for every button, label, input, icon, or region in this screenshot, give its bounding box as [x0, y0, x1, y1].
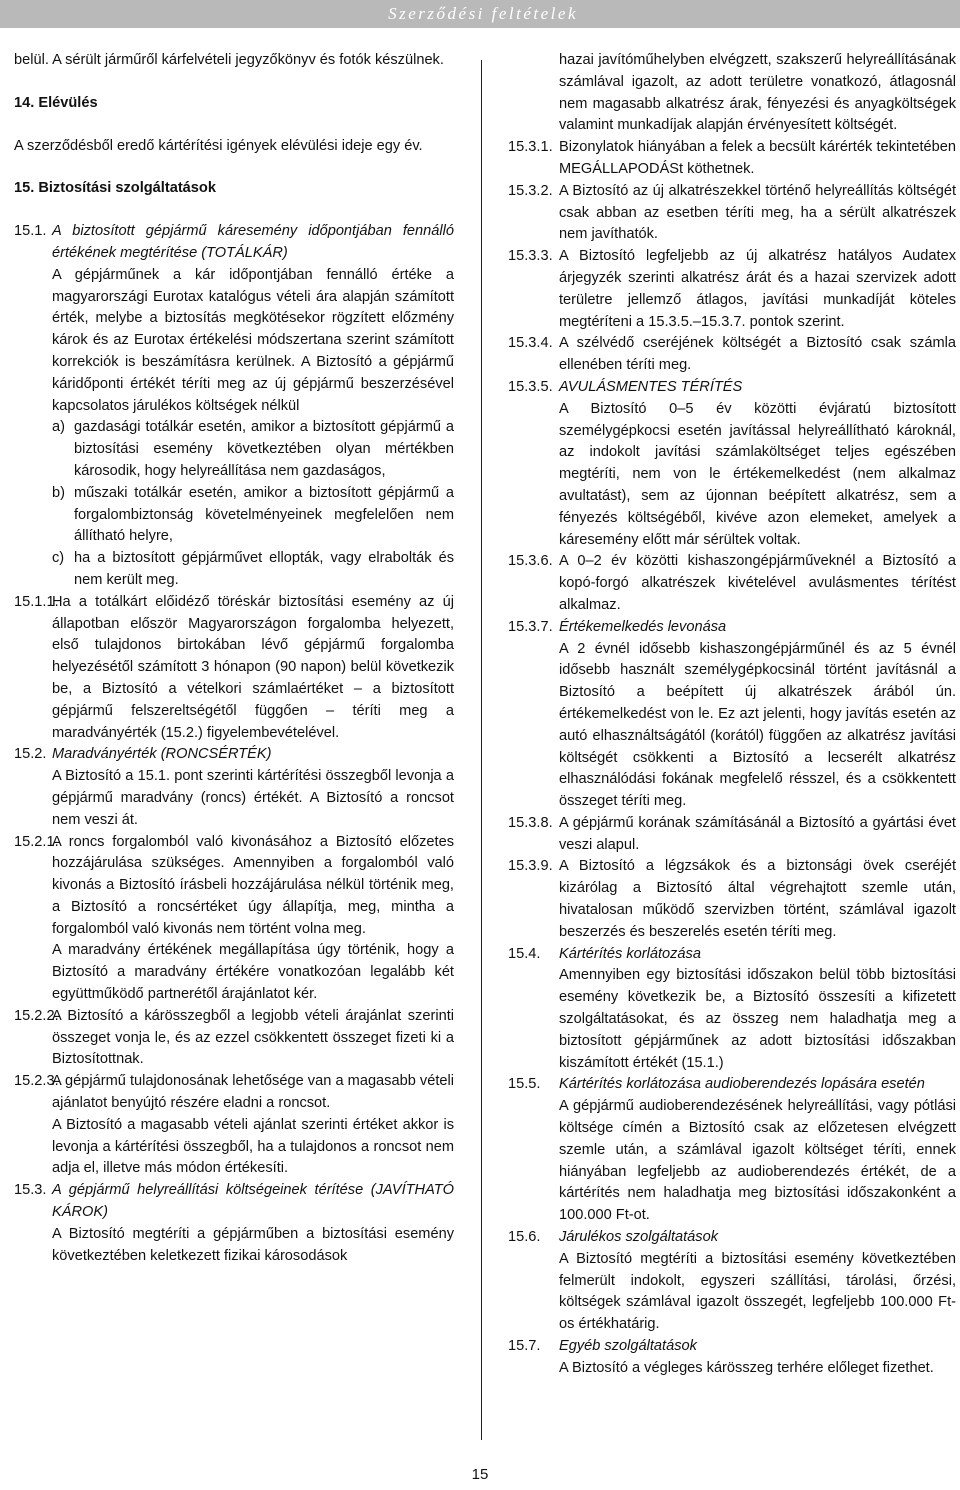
clause-text: A gépjárműnek a kár időpontjában fennálló értéke a magyarországi Eurotax katalógus vételi ára alapján számított érték, melybe a biztosítás megkötésekor rögzített előzmény károk és az Eurotax értékelési módszertana szerint számított korrekciók is beszámításra kerülnek. A Biztosító a gépjármű káridőponti értékét téríti meg az új gépjármű beszerzésével kapcsolatos járulékos költségek nélkül	[52, 266, 454, 414]
clause-15-3-continued	[508, 50, 956, 137]
clause-text: A gépjármű tulajdonosának lehetősége van a magasabb vételi ajánlatot benyújtó részére eladni a roncsot.	[52, 1073, 454, 1112]
section-heading-14: 14. Elévülés	[14, 94, 98, 111]
clause-15-3-6	[508, 551, 956, 616]
clause-text: A Biztosító a kárösszegből a legjobb vételi árajánlat szerinti összeget vonja le, és az ezzel csökkentett összeget fizeti ki a Biztosítottnak.	[52, 1007, 454, 1068]
right-column	[508, 50, 956, 1380]
clause-number: 15.2.2.	[14, 1007, 59, 1024]
clause-number: 15.2.1.	[14, 833, 59, 850]
left-column	[14, 50, 454, 1267]
clause-15-6	[508, 1227, 956, 1336]
section-14-text: A szerződésből eredő kártérítési igények elévülési ideje egy év.	[14, 137, 423, 154]
list-item-a: a) gazdasági totálkár esetén, amikor a biztosított gépjármű a biztosítási esemény következtében olyan mértékben károsodik, hogy helyreállítása nem gazdaságos,	[52, 419, 454, 479]
clause-15-3-3	[508, 246, 956, 333]
clause-15-1-1	[14, 592, 454, 745]
section-heading-15: 15. Biztosítási szolgáltatások	[14, 180, 216, 197]
clause-text: A Biztosító legfeljebb az új alkatrész hatályos Audatex árjegyzék szerinti alkatrész árát és a hazai szervizek adott területre jellemző átlagos, javítási munkadíját köteles megtéríteni a 15.3.5.–15.3.7. pontok szerint.	[559, 248, 956, 330]
clause-title: Kártérítés korlátozása	[559, 945, 701, 962]
clause-text: Amennyiben egy biztosítási időszakon belül több biztosítási esemény következik be, a Biztosító összesíti a kifizetett szolgáltatásokat, és az összeg nem haladhatja meg a biztosított gépjárműnek az adott biztosítási időszakban kiszámított értékét (15.1.)	[559, 967, 956, 1071]
clause-text: hazai javítóműhelyben elvégzett, szakszerű helyreállításának számlával igazolt, az adott területre vonatkozó, átlagosnál nem magasabb alkatrész árak, fényezési és anyagköltségek valamint munkadíjak alapján érvényesített költségét.	[559, 52, 956, 134]
page-number: 15	[471, 1466, 489, 1483]
clause-number: 15.5.	[508, 1076, 541, 1093]
clause-15-7	[508, 1336, 956, 1380]
clause-text: A gépjármű audioberendezésének helyreállítási, vagy pótlási költsége címén a Biztosító csak az előzetesen elvégzett szemle után, a számlával igazolt költséget téríti, ennek hiányában legfeljebb az audioberendezés értékét, de a kártérítés nem haladhatja meg biztosítási időszakonként a 100.000 Ft-ot.	[559, 1098, 956, 1224]
clause-title: Értékemelkedés levonása	[559, 618, 727, 635]
clause-text: A Biztosító az új alkatrészekkel történő helyreállítás költségét csak abban az esetben téríti meg, ha a sérült alkatrészek nem javíthatók.	[559, 182, 956, 243]
clause-number: 15.4.	[508, 945, 541, 962]
clause-text: Bizonylatok hiányában a felek a becsült kárérték tekintetében MEGÁLLAPODÁSt köthetnek.	[559, 139, 956, 177]
clause-number: 15.7.	[508, 1338, 541, 1355]
clause-15-3-2	[508, 181, 956, 246]
clause-15-3-5	[508, 377, 956, 551]
clause-15-2	[14, 744, 454, 831]
clause-number: 15.3.4.	[508, 335, 553, 352]
list-item-c: c) ha a biztosított gépjárművet ellopták, vagy elrabolták és nem került meg.	[52, 550, 454, 588]
column-divider	[481, 60, 482, 1440]
list-item-b: b) műszaki totálkár esetén, amikor a biztosított gépjármű a forgalombiztonság követelményeinek megfelelően nem állítható helyre,	[52, 484, 454, 545]
clause-title: Egyéb szolgáltatások	[559, 1338, 697, 1355]
clause-title: AVULÁSMENTES TÉRÍTÉS	[559, 378, 743, 395]
clause-title: A biztosított gépjármű káresemény időpontjában fennálló értékének megtérítése (TOTÁLKÁR)	[52, 223, 454, 261]
page-header-bar	[0, 0, 960, 28]
clause-15-1	[14, 221, 454, 592]
clause-number: 15.2.	[14, 746, 47, 763]
clause-15-5	[508, 1074, 956, 1227]
clause-number: 15.6.	[508, 1229, 541, 1246]
intro-paragraph: belül. A sérült járműről kárfelvételi jegyzőkönyv és fotók készülnek.	[14, 52, 444, 68]
clause-text-2: A maradvány értékének megállapítása úgy történik, hogy a Biztosító a maradvány értékére vonatkozóan legalább két együttműködő partnerétől árajánlatot kér.	[52, 942, 454, 1003]
clause-15-2-3	[14, 1071, 454, 1180]
clause-15-3-7	[508, 617, 956, 813]
clause-number: 15.2.3.	[14, 1073, 59, 1090]
clause-text: A gépjármű korának számításánál a Biztosító a gyártási évet veszi alapul.	[559, 814, 956, 853]
clause-number: 15.3.1.	[508, 139, 553, 156]
clause-15-2-2	[14, 1006, 454, 1071]
clause-number: 15.3.3.	[508, 248, 553, 265]
clause-text: A Biztosító a végleges kárösszeg terhére előleget fizethet.	[559, 1359, 934, 1376]
document-title: Szerződési feltételek	[388, 4, 578, 23]
clause-15-3-1	[508, 137, 956, 181]
clause-15-3	[14, 1180, 454, 1267]
clause-text: A Biztosító megtéríti a biztosítási esemény következtében felmerült indokolt, egyszeri szállítási, tárolási, őrzési, költségek számlával igazolt összegét, legfeljebb 100.000 Ft-os értékhatárig.	[559, 1250, 956, 1333]
clause-text: A 0–2 év közötti kishaszongépjárműveknél a Biztosító a kopó-forgó alkatrészek kivételével avulásmentes térítést alkalmaz.	[559, 553, 956, 613]
clause-text: A Biztosító a 15.1. pont szerinti kártérítési összegből levonja a gépjármű maradvány (roncs) értékét. A Biztosító a roncsot nem veszi át.	[52, 768, 454, 828]
clause-text: A 2 évnél idősebb kishaszongépjárműnél és az 5 évnél idősebb használt személygépkocsinál történt javításnál a Biztosító a beépített új alkatrészek árából ún. értékemelkedést von le. Ez azt jelenti, hogy javítás esetén az autó elhasználtságától (korától) függően az alkatrész javítási költségét csökkenti a Biztosító a lecserélt alkatrész elhasználódási fokának megfelelő résszel, és a csökkentett összeget téríti meg.	[559, 640, 956, 810]
clause-number: 15.3.2.	[508, 182, 553, 199]
clause-text: Ha a totálkárt előidéző töréskár biztosítási esemény az új állapotban először Magyarországon forgalomba helyezett, első tulajdonos birtokában lévő gépjármű forgalomba helyezésétől számított 3 hónapon (90 napon) belül következik be, a Biztosító a vételkori számlaértéket – a biztosított gépjármű felszereltségétől függően – téríti meg a maradványérték (15.2.) figyelembevételével.	[52, 593, 454, 741]
clause-number: 15.3.	[14, 1182, 47, 1199]
clause-title: Maradványérték (RONCSÉRTÉK)	[52, 746, 272, 763]
clause-15-2-1	[14, 832, 454, 1006]
clause-text-2: A Biztosító a magasabb vételi ajánlat szerinti értéket akkor is levonja a kártérítési összegből, ha a tulajdonos a roncsot nem adja el, illetve más módon értékesíti.	[52, 1116, 454, 1177]
clause-title: A gépjármű helyreállítási költségeinek térítése (JAVÍTHATÓ KÁROK)	[52, 1182, 454, 1221]
clause-number: 15.3.8.	[508, 814, 553, 831]
clause-text: A Biztosító 0–5 év közötti évjáratú biztosított személygépkocsi esetén javítással helyreállítható károknál, az indokolt javítási számlaköltséget teljes egészében megtéríti, nem von le értékemelkedést (nem alkalmaz avultatást), sem az újonnan beépített alkatrész, sem a fényezés költségéből, kivéve azon elemeket, amelyek a káresemény előtt már sérültek voltak.	[559, 400, 956, 548]
clause-15-3-8	[508, 813, 956, 857]
clause-text: A Biztosító a légzsákok és a biztonsági övek cseréjét kizárólag a Biztosító által végrehajtott szemle után, hivatalosan működő szervizben történt, számlával igazolt beszerzés és beszerelés esetén téríti meg.	[559, 858, 956, 940]
clause-number: 15.1.1.	[14, 593, 59, 610]
clause-number: 15.1.	[14, 223, 47, 240]
clause-15-4	[508, 944, 956, 1075]
clause-text: A roncs forgalomból való kivonásához a Biztosító előzetes hozzájárulása szükséges. Amennyiben a forgalomból való kivonás a Biztosító írásbeli hozzájárulása nélkül történik meg, a Biztosító a roncsértéket úgy állapítja, meg, mintha a forgalomból való kivonás nem történt volna meg.	[52, 833, 454, 937]
clause-number: 15.3.5.	[508, 378, 553, 395]
clause-15-3-4	[508, 333, 956, 377]
clause-text: A szélvédő cseréjének költségét a Biztosító csak számla ellenében téríti meg.	[559, 335, 956, 374]
clause-15-3-9	[508, 856, 956, 943]
clause-text: A Biztosító megtéríti a gépjárműben a biztosítási esemény következtében keletkezett fizikai károsodások	[52, 1225, 454, 1264]
clause-number: 15.3.9.	[508, 858, 553, 875]
clause-title: Járulékos szolgáltatások	[559, 1229, 718, 1246]
clause-title: Kártérítés korlátozása audioberendezés lopására esetén	[559, 1076, 925, 1093]
clause-number: 15.3.6.	[508, 553, 553, 570]
clause-number: 15.3.7.	[508, 618, 553, 635]
